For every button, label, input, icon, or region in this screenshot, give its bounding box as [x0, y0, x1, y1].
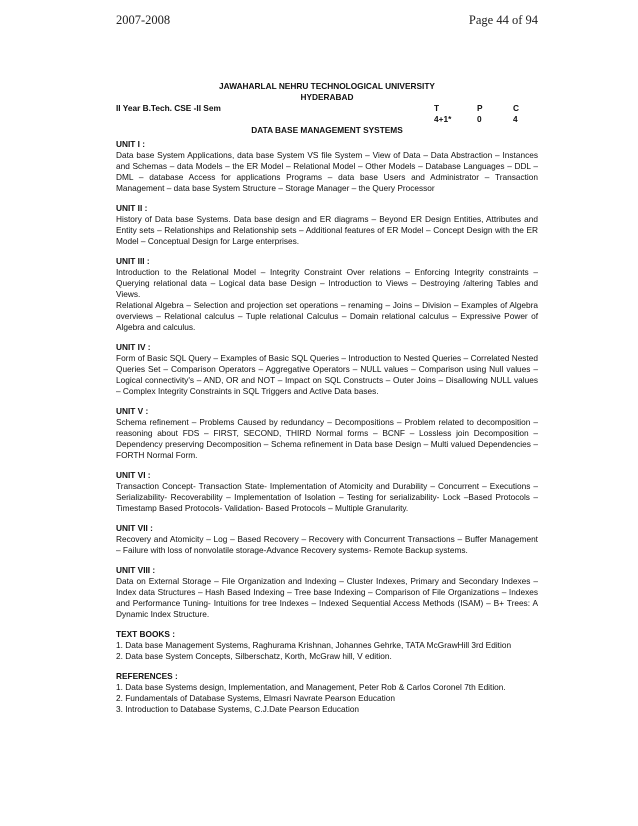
- reference-item: 3. Introduction to Database Systems, C.J.Date Pearson Education: [116, 704, 360, 714]
- p-label: P: [477, 103, 483, 113]
- unit-title: UNIT VII :: [116, 523, 153, 533]
- university-name: JAWAHARLAL NEHRU TECHNOLOGICAL UNIVERSITY: [219, 81, 435, 91]
- reference-item: 1. Data base Systems design, Implementation, and Management, Peter Rob & Carlos Coronel 7th Edition.: [116, 682, 506, 692]
- course-year: II Year B.Tech. CSE -II Sem: [116, 103, 221, 113]
- p-value: 0: [477, 114, 482, 124]
- university-city: HYDERABAD: [300, 92, 354, 102]
- references-title: REFERENCES :: [116, 671, 178, 681]
- c-value: 4: [513, 114, 518, 124]
- unit-title: UNIT I :: [116, 139, 146, 149]
- unit-2: [116, 203, 538, 247]
- unit-text: Transaction Concept- Transaction State- Implementation of Atomicity and Durability – Concurrent – Executions – Serializability- Recoverability – Implementation of Isolation – Testing for serializability- Lock –Based Protocols – Timestamp Based Protocols- Validation- Based Protocols – Multiple Granularity.: [116, 481, 538, 513]
- unit-text: Introduction to the Relational Model – Integrity Constraint Over relations – Enforcing Integrity constraints – Querying relational data – Logical data base Design – Introduction to Views – Destroying /altering Tables and Views.: [116, 267, 538, 299]
- unit-title: UNIT III :: [116, 256, 150, 266]
- unit-1: [116, 139, 538, 194]
- unit-text: Form of Basic SQL Query – Examples of Basic SQL Queries – Introduction to Nested Queries – Correlated Nested Queries Set – Comparison Operators – Aggregative Operators – NULL values – Comparison using Null values – Logical connectivity's – AND, OR and NOT – Impact on SQL Constructs – Outer Joins – Disallowing NULL values – Complex Integrity Constraints in SQL Triggers and Active Data bases.: [116, 353, 538, 396]
- subject-title: DATA BASE MANAGEMENT SYSTEMS: [251, 125, 403, 135]
- unit-text: Data base System Applications, data base System VS file System – View of Data – Data Abstraction – Instances and Schemas – data Models – the ER Model – Relational Model – Other Models – Database Languages – DDL – DML – database Access for applications Programs – data base Users and Administrator – Transaction Management – data base System Structure – Storage Manager – the Query Processor: [116, 150, 538, 193]
- unit-title: UNIT V :: [116, 406, 149, 416]
- unit-6: [116, 470, 538, 514]
- unit-text: Data on External Storage – File Organization and Indexing – Cluster Indexes, Primary and Secondary Indexes – Index data Structures – Hash Based Indexing – Tree base Indexing – Comparison of File Organizations – Indexes and Performance Tuning- Intuitions for tree Indexes – Indexed Sequential Access Methods (ISAM) – B+ Trees: A Dynamic Index Structure.: [116, 576, 538, 619]
- syllabus-content: [116, 81, 538, 724]
- unit-5: [116, 406, 538, 461]
- unit-text: History of Data base Systems. Data base design and ER diagrams – Beyond ER Design Entities, Attributes and Entity sets – Relationships and Relationship sets – Additional features of ER Model – Concept Design with the ER Model – Conceptual Design for Large enterprises.: [116, 214, 538, 246]
- unit-text: Relational Algebra – Selection and projection set operations – renaming – Joins – Division – Examples of Algebra overviews – Relational calculus – Tuple relational Calculus – Domain relational calculus – Expressive Power of Algebra and calculus.: [116, 300, 538, 332]
- page-number: Page 44 of 94: [468, 13, 538, 27]
- unit-7: [116, 523, 538, 556]
- unit-text: Recovery and Atomicity – Log – Based Recovery – Recovery with Concurrent Transactions – Buffer Management – Failure with loss of nonvolatile storage-Advance Recovery systems- Remote Backup systems.: [116, 534, 538, 555]
- unit-3: [116, 256, 538, 333]
- textbook-item: 1. Data base Management Systems, Raghurama Krishnan, Johannes Gehrke, TATA McGrawHill 3rd Edition: [116, 640, 512, 650]
- textbook-item: 2. Data base System Concepts, Silberschatz, Korth, McGraw hill, V edition.: [116, 651, 392, 661]
- unit-title: UNIT IV :: [116, 342, 151, 352]
- reference-item: 2. Fundamentals of Database Systems, Elmasri Navrate Pearson Education: [116, 693, 396, 703]
- unit-title: UNIT II :: [116, 203, 148, 213]
- unit-title: UNIT VI :: [116, 470, 151, 480]
- unit-8: [116, 565, 538, 620]
- textbooks-section: [116, 629, 538, 662]
- unit-4: [116, 342, 538, 397]
- credits-row: [116, 114, 538, 125]
- textbooks-title: TEXT BOOKS :: [116, 629, 176, 639]
- c-label: C: [513, 103, 519, 113]
- t-value: 4+1*: [434, 114, 452, 124]
- references-section: [116, 671, 538, 715]
- t-label: T: [434, 103, 440, 113]
- academic-year: 2007-2008: [116, 13, 171, 27]
- unit-text: Schema refinement – Problems Caused by redundancy – Decompositions – Problem related to decomposition – reasoning about FDS – FIRST, SECOND, THIRD Normal forms – BCNF – Lossless join Decomposition – Dependency preserving Decomposition – Schema refinement in Data base Design – Multi valued Dependencies – FORTH Normal Form.: [116, 417, 538, 460]
- course-row: [116, 103, 538, 114]
- unit-title: UNIT VIII :: [116, 565, 156, 575]
